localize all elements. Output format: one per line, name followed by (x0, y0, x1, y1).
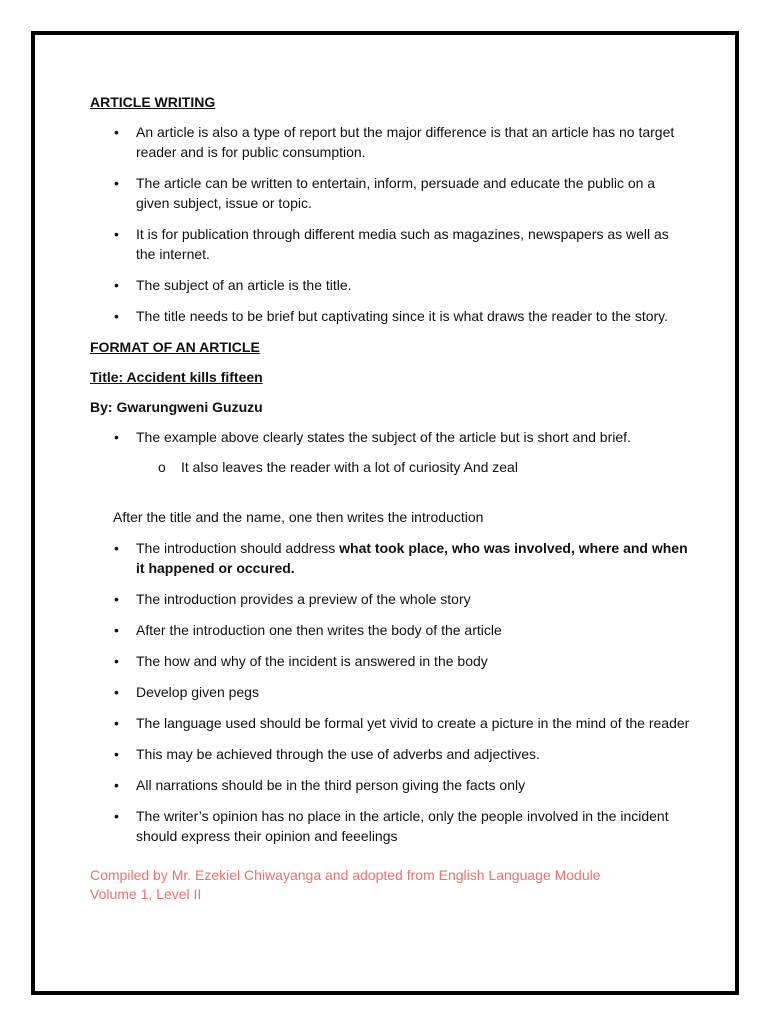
intro-address-bold: what took place, who was involved, where and when it happened or occured. (136, 540, 688, 576)
example-sub-list (90, 457, 690, 477)
list-item: • The introduction provides a preview of the whole story (90, 589, 690, 609)
intro-address-text: The introduction should address (136, 540, 340, 556)
list-item: • The example above clearly states the subject of the article but is short and brief. (90, 427, 690, 447)
list-item (90, 538, 690, 578)
list-item: • The language used should be formal yet vivid to create a picture in the mind of the reader (90, 713, 690, 733)
list-item: • It is for publication through different media such as magazines, newspapers as well as the internet. (90, 224, 690, 264)
list-item: • The article can be written to entertain, inform, persuade and educate the public on a given subject, issue or topic. (90, 173, 690, 213)
sub-list-item: o It also leaves the reader with a lot of curiosity And zeal (90, 457, 690, 477)
footer-credit: Compiled by Mr. Ezekiel Chiwayanga and adopted from English Language Module Volume 1, Level II (90, 867, 601, 902)
example-byline: By: Gwarungweni Guzuzu (90, 399, 263, 415)
list-item: • The subject of an article is the title. (90, 275, 690, 295)
body-bullet-list (90, 538, 690, 846)
list-item: • The how and why of the incident is answered in the body (90, 651, 690, 671)
list-item: • An article is also a type of report but the major difference is that an article has no target reader and is for public consumption. (90, 122, 690, 162)
example-title: Title: Accident kills fifteen (90, 369, 263, 385)
format-heading: FORMAT OF AN ARTICLE (90, 339, 260, 355)
example-bullet-list (90, 427, 690, 447)
list-item: • All narrations should be in the third person giving the facts only (90, 775, 690, 795)
list-item: • The writer’s opinion has no place in the article, only the people involved in the incident should express their opinion and feeelings (90, 806, 690, 846)
intro-bullet-list (90, 122, 690, 326)
list-item: • Develop given pegs (90, 682, 690, 702)
list-item: • After the introduction one then writes the body of the article (90, 620, 690, 640)
list-item: • This may be achieved through the use of adverbs and adjectives. (90, 744, 690, 764)
document-content (90, 92, 690, 904)
page-title: ARTICLE WRITING (90, 94, 216, 110)
list-item: • The title needs to be brief but captivating since it is what draws the reader to the story. (90, 306, 690, 326)
after-title-paragraph: After the title and the name, one then writes the introduction (113, 509, 484, 525)
